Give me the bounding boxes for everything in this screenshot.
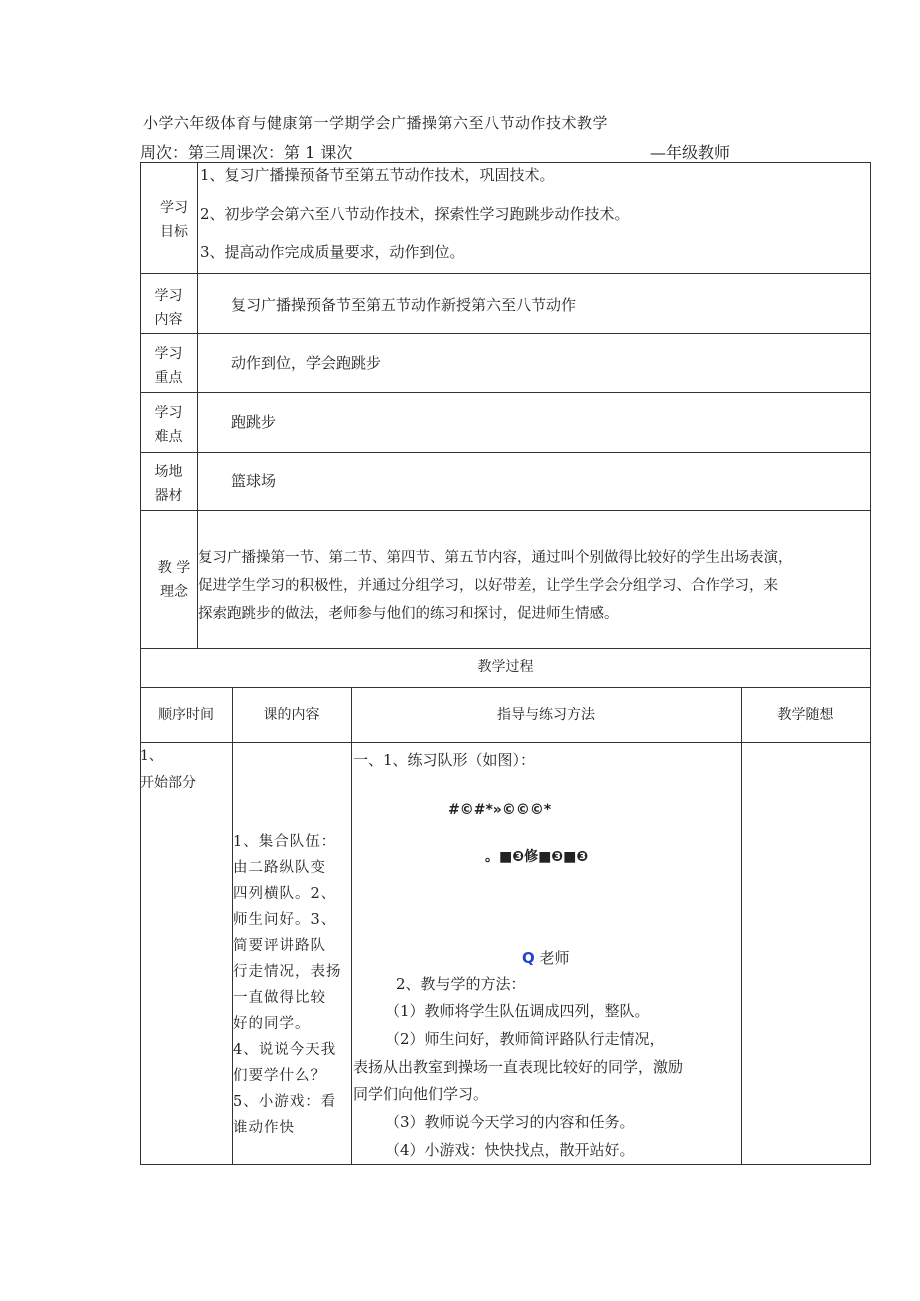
goal-item-2: 2、初步学会第六至八节动作技术，探索性学习跑跳步动作技术。 (200, 205, 630, 223)
difficulty-label: 学习 难点 (154, 405, 183, 445)
method-formation-intro: 一、1、练习队形（如图）： (353, 751, 536, 769)
teacher-label: 老师 (539, 949, 570, 967)
method-step-2-cont-2: 同学们向他们学习。 (353, 1085, 489, 1103)
key-text: 动作到位，学会跑跳步 (231, 354, 382, 372)
formation-row-2: 。■❸修■❸■❸ (485, 849, 589, 865)
key-label: 学习 重点 (154, 346, 183, 386)
week-lesson-info: 周次：第三周课次：第 1 课次 (140, 143, 353, 162)
sequence-name: 开始部分 (140, 775, 196, 791)
philosophy-text: 复习广播操第一节、第二节、第四节、第五节内容，通过叫个别做得比较好的学生出场表演， 促进学生学习的积极性，并通过分组学习，以好带差，让学生学会分组学习、合作学习，来 探索跑跳步的做法，老师参与他们的练习和探讨，促进师生情感。 (198, 550, 793, 622)
document-title: 小学六年级体育与健康第一学期学会广播操第六至八节动作技术教学 (143, 114, 609, 132)
philosophy-label: 教 学 理念 (157, 560, 191, 600)
method-step-2: （2）师生问好，教师简评路队行走情况， (385, 1030, 665, 1048)
method-step-2-cont-1: 表扬从出教室到操场一直表现比较好的同学，激励 (353, 1058, 684, 1076)
goals-label: 学习 目标 (160, 200, 188, 240)
method-step-4: （4）小游戏：快快找点，散开站好。 (385, 1141, 635, 1159)
header-sequence: 顺序时间 (158, 707, 214, 723)
header-content: 课的内容 (263, 707, 320, 723)
venue-label: 场地 器材 (154, 464, 183, 504)
goal-item-3: 3、提高动作完成质量要求，动作到位。 (200, 243, 465, 261)
method-step-3: （3）教师说今天学习的内容和任务。 (385, 1113, 635, 1131)
goal-item-1: 1、复习广播操预备节至第五节动作技术，巩固技术。 (200, 166, 555, 184)
venue-text: 篮球场 (231, 472, 277, 490)
process-heading: 教学过程 (477, 659, 534, 675)
header-reflection: 教学随想 (777, 707, 834, 723)
lesson-info (140, 140, 760, 163)
content-label: 学习 内容 (154, 288, 183, 328)
content-text: 复习广播操预备节至第五节动作新授第六至八节动作 (231, 296, 577, 314)
formation-row-1: #©#*»©©©* (448, 802, 552, 818)
header-method: 指导与练习方法 (497, 707, 595, 723)
difficulty-text: 跑跳步 (231, 413, 277, 431)
lesson-content-list: 1、集合队伍： 由二路纵队变 四列横队。2、 师生问好。3、 简要评讲路队 行走情况，表扬 一直做得比较 好的同学。 4、说说今天我 们要学什么？ 5、小游戏：看 谁动作快 (233, 834, 342, 1136)
teacher-marker (522, 948, 570, 968)
teacher-icon: Q (522, 949, 535, 967)
method-heading: 2、教与学的方法： (396, 975, 526, 993)
grade-teacher-info: —年级教师 (650, 143, 731, 162)
method-step-1: （1）教师将学生队伍调成四列，整队。 (385, 1002, 650, 1020)
sequence-number: 1、 (140, 748, 163, 764)
